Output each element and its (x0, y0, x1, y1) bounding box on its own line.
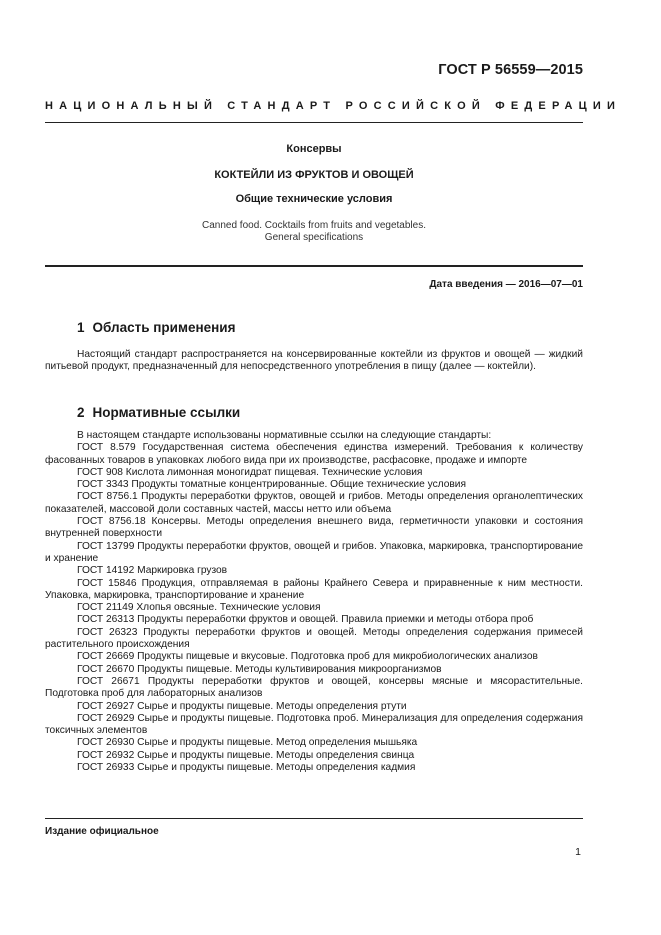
reference-item: ГОСТ 8756.18 Консервы. Методы определения внешнего вида, герметичности упаковки и состояния внутренней поверхности (45, 516, 583, 540)
reference-item: ГОСТ 26669 Продукты пищевые и вкусовые. Подготовка проб для микробиологических анализов (77, 651, 538, 663)
reference-item: ГОСТ 8756.1 Продукты переработки фруктов, овощей и грибов. Методы определения органолептических показателей, массовой доли составных частей, массы нетто или объема (45, 491, 583, 515)
reference-item: ГОСТ 26323 Продукты переработки фруктов и овощей. Методы определения содержания примесей растительного происхождения (45, 626, 583, 651)
reference-item: ГОСТ 13799 Продукты переработки фруктов, овощей и грибов. Упаковка, маркировка, транспортирование и хранение (45, 540, 583, 564)
section-2-heading (77, 405, 240, 420)
english-title (45, 220, 583, 244)
reference-item: ГОСТ 26933 Сырье и продукты пищевые. Методы определения кадмия (77, 762, 416, 774)
reference-item: ГОСТ 908 Кислота лимонная моногидрат пищевая. Технические условия (77, 466, 423, 478)
reference-item: ГОСТ 26930 Сырье и продукты пищевые. Метод определения мышьяка (77, 737, 418, 749)
official-edition-label: Издание официальное (45, 826, 159, 837)
reference-item: ГОСТ 15846 Продукция, отправляемая в районы Крайнего Севера и приравненные к ним местности. Упаковка, маркировка, транспортирование и хранение (45, 577, 583, 601)
references-intro: В настоящем стандарте использованы нормативные ссылки на следующие стандарты: (77, 430, 492, 441)
section-1-text: Настоящий стандарт распространяется на консервированные коктейли из фруктов и овощей — жидкий питьевой продукт, предназначенный для непосредственного употребления в пищу (далее — коктейли). (45, 349, 583, 373)
reference-item: ГОСТ 26929 Сырье и продукты пищевые. Подготовка проб. Минерализация для определения содержания токсичных элементов (45, 712, 583, 737)
reference-item: ГОСТ 26313 Продукты переработки фруктов и овощей. Правила приемки и методы отбора проб (77, 614, 534, 626)
reference-item: ГОСТ 26670 Продукты пищевые. Методы культивирования микроорганизмов (77, 663, 442, 675)
page-number: 1 (575, 846, 581, 858)
reference-item: ГОСТ 14192 Маркировка грузов (77, 565, 228, 577)
document-subtitle: Общие технические условия (235, 193, 393, 205)
reference-item: ГОСТ 26927 Сырье и продукты пищевые. Методы определения ртути (77, 700, 407, 712)
section-title: Область применения (92, 320, 236, 335)
english-title-line-1: Canned food. Cocktails from fruits and vegetables. (201, 220, 426, 231)
document-title: КОКТЕЙЛИ ИЗ ФРУКТОВ И ОВОЩЕЙ (214, 169, 414, 181)
reference-item: ГОСТ 8.579 Государственная система обеспечения единства измерений. Требования к количеству фасованных товаров в упаковках любого вида при их производстве, расфасовке, продаже и импорте (45, 442, 583, 466)
normative-references (45, 430, 583, 774)
national-standard-banner: НАЦИОНАЛЬНЫЙ СТАНДАРТ РОССИЙСКОЙ ФЕДЕРАЦИИ (45, 100, 622, 112)
header-divider (45, 122, 583, 123)
reference-item: ГОСТ 26671 Продукты переработки фруктов и овощей, консервы мясные и мясорастительные. Подготовка проб для лабораторных анализов (45, 675, 583, 700)
reference-item: ГОСТ 21149 Хлопья овсяные. Технические условия (77, 602, 321, 614)
category-heading: Консервы (286, 143, 342, 155)
section-number: 1 (77, 320, 85, 335)
title-divider (45, 265, 583, 267)
footer-divider (45, 818, 583, 819)
section-title: Нормативные ссылки (92, 405, 241, 420)
doc-number: ГОСТ Р 56559—2015 (438, 62, 583, 78)
reference-item: ГОСТ 3343 Продукты томатные концентрированные. Общие технические условия (77, 479, 467, 491)
reference-item: ГОСТ 26932 Сырье и продукты пищевые. Методы определения свинца (77, 749, 415, 761)
section-1-heading (77, 320, 235, 335)
introduction-date: Дата введения — 2016—07—01 (429, 279, 583, 290)
section-number: 2 (77, 405, 85, 420)
english-title-line-2: General specifications (264, 232, 364, 243)
